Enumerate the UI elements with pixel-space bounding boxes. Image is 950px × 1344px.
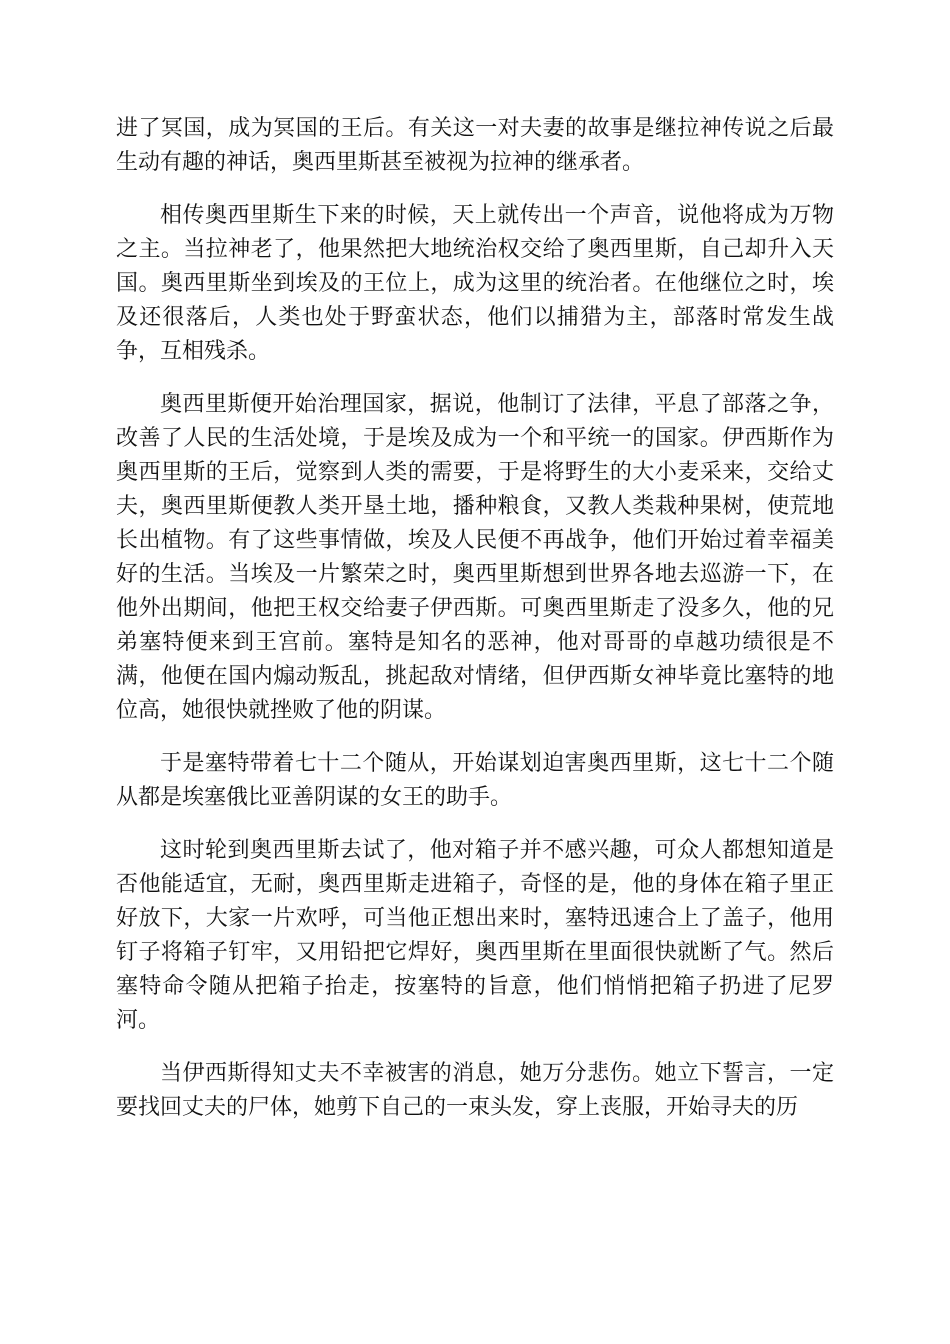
paragraph-3: 奥西里斯便开始治理国家，据说，他制订了法律，平息了部落之争，改善了人民的生活处境，于是埃及成为一个和平统一的国家。伊西斯作为奥西里斯的王后，觉察到人类的需要，于是将野生的大小麦采来，交给丈夫，奥西里斯便教人类开垦土地，播种粮食，又教人类栽种果树，使荒地长出植物。有了这些事情做，埃及人民便不再战争，他们开始过着幸福美好的生活。当埃及一片繁荣之时，奥西里斯想到世界各地去巡游一下，在他外出期间，他把王权交给妻子伊西斯。可奥西里斯走了没多久，他的兄弟塞特便来到王宫前。塞特是知名的恶神，他对哥哥的卓越功绩很是不满，他便在国内煽动叛乱，挑起敌对情绪，但伊西斯女神毕竟比塞特的地位高，她很快就挫败了他的阴谋。 — [116, 392, 834, 723]
paragraph-4: 于是塞特带着七十二个随从，开始谋划迫害奥西里斯，这七十二个随从都是埃塞俄比亚善阴谋的女王的助手。 — [116, 751, 834, 810]
paragraph-6: 当伊西斯得知丈夫不幸被害的消息，她万分悲伤。她立下誓言，一定要找回丈夫的尸体，她剪下自己的一束头发，穿上丧服，开始寻夫的历 — [116, 1061, 834, 1120]
paragraph-1: 进了冥国，成为冥国的王后。有关这一对夫妻的故事是继拉神传说之后最生动有趣的神话，奥西里斯甚至被视为拉神的继承者。 — [116, 116, 834, 175]
paragraph-2: 相传奥西里斯生下来的时候，天上就传出一个声音，说他将成为万物之主。当拉神老了，他果然把大地统治权交给了奥西里斯，自己却升入天国。奥西里斯坐到埃及的王位上，成为这里的统治者。在他继位之时，埃及还很落后，人类也处于野蛮状态，他们以捕猎为主，部落时常发生战争，互相残杀。 — [116, 203, 834, 364]
paragraph-5: 这时轮到奥西里斯去试了，他对箱子并不感兴趣，可众人都想知道是否他能适宜，无耐，奥西里斯走进箱子，奇怪的是，他的身体在箱子里正好放下，大家一片欢呼，可当他正想出来时，塞特迅速合上了盖子，他用钉子将箱子钉牢，又用铅把它焊好，奥西里斯在里面很快就断了气。然后塞特命令随从把箱子抬走，按塞特的旨意，他们悄悄把箱子扔进了尼罗河。 — [116, 838, 834, 1033]
document-page — [116, 112, 834, 1144]
